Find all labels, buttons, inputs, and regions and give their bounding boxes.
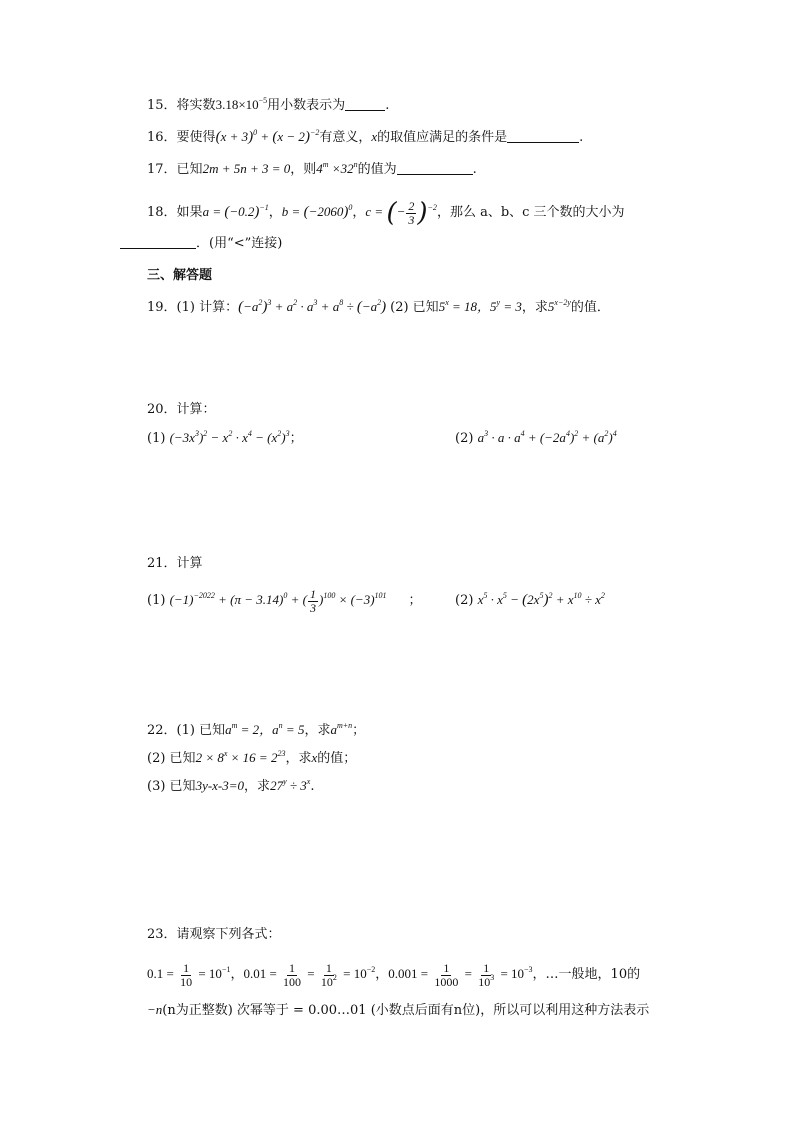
math-expression: $a^m = 2$，$a^n = 5$: [225, 721, 305, 737]
question-number: 18．: [147, 205, 177, 220]
math-expression: $a^{m+n}$: [330, 721, 353, 737]
math-variable: b: [281, 204, 289, 219]
question-text: 的取值应满足的条件是: [377, 130, 508, 145]
math-expression: $(-1)^{-2022} + (\pi - 3.14)^0$ + ( $\frac{1}{3}$ )$^{100} \times (-3)^{101}$: [169, 586, 387, 615]
question-22-part-2: [147, 748, 356, 769]
question-text: 如果: [176, 205, 203, 220]
math-expression-c: c = (− $\frac{2}{3}$ )$^{-2}$: [365, 198, 437, 228]
question-19: [147, 294, 610, 321]
fraction: $\frac{2}{3}$: [408, 198, 415, 227]
answer-blank[interactable]: [120, 234, 196, 249]
part-label: (1): [147, 431, 166, 446]
math-expression: 0.1 = $\frac{1}{10}$ = $10^{-1}$，0.01 = $\frac{1}{100}$ = $\frac{1}{10^2}$ = $10^{-2}$，0.001 = $\frac{1}{1000}$ = $\frac{1}{10^3}$ = $10^{-3}$: [147, 960, 533, 989]
question-text: ，求: [285, 751, 312, 766]
answer-blank[interactable]: [345, 96, 385, 111]
question-number: 23．: [147, 927, 177, 942]
question-17: [147, 159, 477, 180]
question-text: ；: [408, 593, 422, 608]
question-15: [147, 95, 389, 116]
question-22-part-1: [147, 720, 365, 741]
math-expression: $(-a^2)^3 + a^2 \cdot a^3 + a^8 \div (-a^2)$: [238, 298, 387, 315]
question-text: 的值．: [570, 300, 610, 315]
math-expression-b: $b = (-2060)^0$: [281, 203, 353, 220]
question-number: 22．: [147, 723, 177, 738]
section-heading: 三、解答题: [147, 268, 213, 283]
math-expression: −n: [147, 1002, 163, 1017]
question-text: ，…一般地，10的: [532, 967, 641, 982]
question-text: 要使得: [176, 130, 216, 145]
question-text: ，则: [290, 162, 317, 177]
math-expression: $(-3x^3)^2 - x^2 \cdot x^4 - (x^2)^3$: [169, 429, 290, 445]
math-expression: $5^x = 18$，$5^y = 3$: [438, 298, 522, 314]
question-text: ；: [352, 723, 366, 738]
fraction: $\frac{1}{10^2}$: [320, 960, 337, 989]
question-text: 计算：: [176, 402, 216, 417]
question-21: [147, 554, 203, 574]
question-text: (3) 已知: [147, 779, 196, 794]
question-text: .: [579, 130, 584, 145]
question-20: [147, 400, 216, 420]
question-20-part-1: [147, 428, 303, 449]
answer-blank[interactable]: [507, 128, 579, 143]
question-21-part-2: [455, 590, 605, 611]
fraction: $\frac{1}{1000}$: [434, 960, 459, 989]
question-text: ，求: [521, 300, 548, 315]
math-variable: a: [202, 204, 210, 219]
question-text: 用小数表示为: [267, 98, 346, 113]
question-text: 计算: [176, 556, 203, 571]
fraction: $\frac{1}{3}$: [309, 586, 316, 615]
question-18-continuation: [120, 234, 282, 254]
math-expression: $(x + 3)^0 + (x - 2)^{-2}$: [215, 128, 320, 145]
question-text: (2) 已知: [390, 300, 439, 315]
question-text: .: [472, 162, 477, 177]
question-23-line3: [147, 1000, 649, 1021]
question-text: .: [385, 98, 390, 113]
question-16: [147, 127, 583, 148]
question-number: 19．: [147, 300, 177, 315]
math-variable: x: [371, 129, 378, 144]
question-text: 将实数: [176, 98, 216, 113]
part-label: (2): [455, 431, 474, 446]
question-22-part-3: (3) 已知3y-x-3=0，求$27^y \div 3^x$.: [147, 777, 315, 794]
math-variable: c: [365, 204, 372, 219]
question-number: 21．: [147, 556, 177, 571]
question-23-examples: [147, 958, 640, 991]
math-expression: 3y-x-3=0: [195, 778, 245, 793]
question-20-part-2: [455, 428, 617, 449]
math-expression: $3.18\times 10^{-5}$: [215, 96, 268, 112]
question-text: 有意义，: [319, 130, 372, 145]
question-21-part-1: [147, 586, 422, 615]
question-text: ，求: [304, 723, 331, 738]
math-expression: $a^3 \cdot a \cdot a^4 + (-2a^4)^2 + (a^2)^4$: [477, 429, 617, 445]
question-text: 的值；: [317, 751, 357, 766]
math-expression: $2 \times 8^x \times 16 = 2^{23}$: [195, 749, 286, 765]
question-text: ．(用“<”连接): [196, 236, 283, 251]
math-expression: $4^m \times 32^n$: [316, 160, 358, 176]
math-expression: $27^y \div 3^x$: [270, 777, 311, 793]
question-text: 请观察下列各式：: [176, 927, 281, 942]
question-text: (n为正整数) 次幂等于 = 0.00…01 (小数点后面有n位)，所以可以利用这种方法表示: [162, 1003, 650, 1018]
math-expression: 2m + 5n + 3 = 0: [202, 161, 291, 176]
question-text: ，那么 a、b、c 三个数的大小为: [436, 205, 625, 220]
question-23: [147, 925, 281, 945]
math-expression-a: $a = (-0.2)^{-1}$: [202, 203, 269, 220]
fraction: $\frac{1}{10}$: [180, 960, 193, 989]
question-number: 20．: [147, 402, 177, 417]
math-variable: x: [311, 750, 318, 765]
answer-blank[interactable]: [397, 160, 473, 175]
question-text: (1) 计算：: [176, 300, 239, 315]
question-text: (1) 已知: [176, 723, 226, 738]
question-text: 已知: [176, 162, 203, 177]
question-18: 18．如果$a = (-0.2)^{-1}$，$b = (-2060)^0$，c = (− $\frac{2}{3}$ )$^{-2}$，那么 a、b、c 三个数的大小为: [147, 198, 625, 228]
question-number: 15．: [147, 98, 177, 113]
fraction: $\frac{1}{10^3}$: [478, 960, 495, 989]
question-number: 16．: [147, 130, 177, 145]
question-text: ；: [289, 431, 303, 446]
math-expression: $5^{x-2y}$: [547, 298, 571, 314]
part-label: (2): [455, 593, 474, 608]
fraction: $\frac{1}{100}$: [283, 960, 302, 989]
question-text: 的值为: [357, 162, 397, 177]
part-label: (1): [147, 593, 166, 608]
math-expression: $x^5 \cdot x^5 - (2x^5)^2 + x^{10} \div x^2$: [477, 591, 605, 608]
question-text: ，求: [244, 779, 271, 794]
question-number: 17．: [147, 162, 177, 177]
question-text: (2) 已知: [147, 751, 196, 766]
